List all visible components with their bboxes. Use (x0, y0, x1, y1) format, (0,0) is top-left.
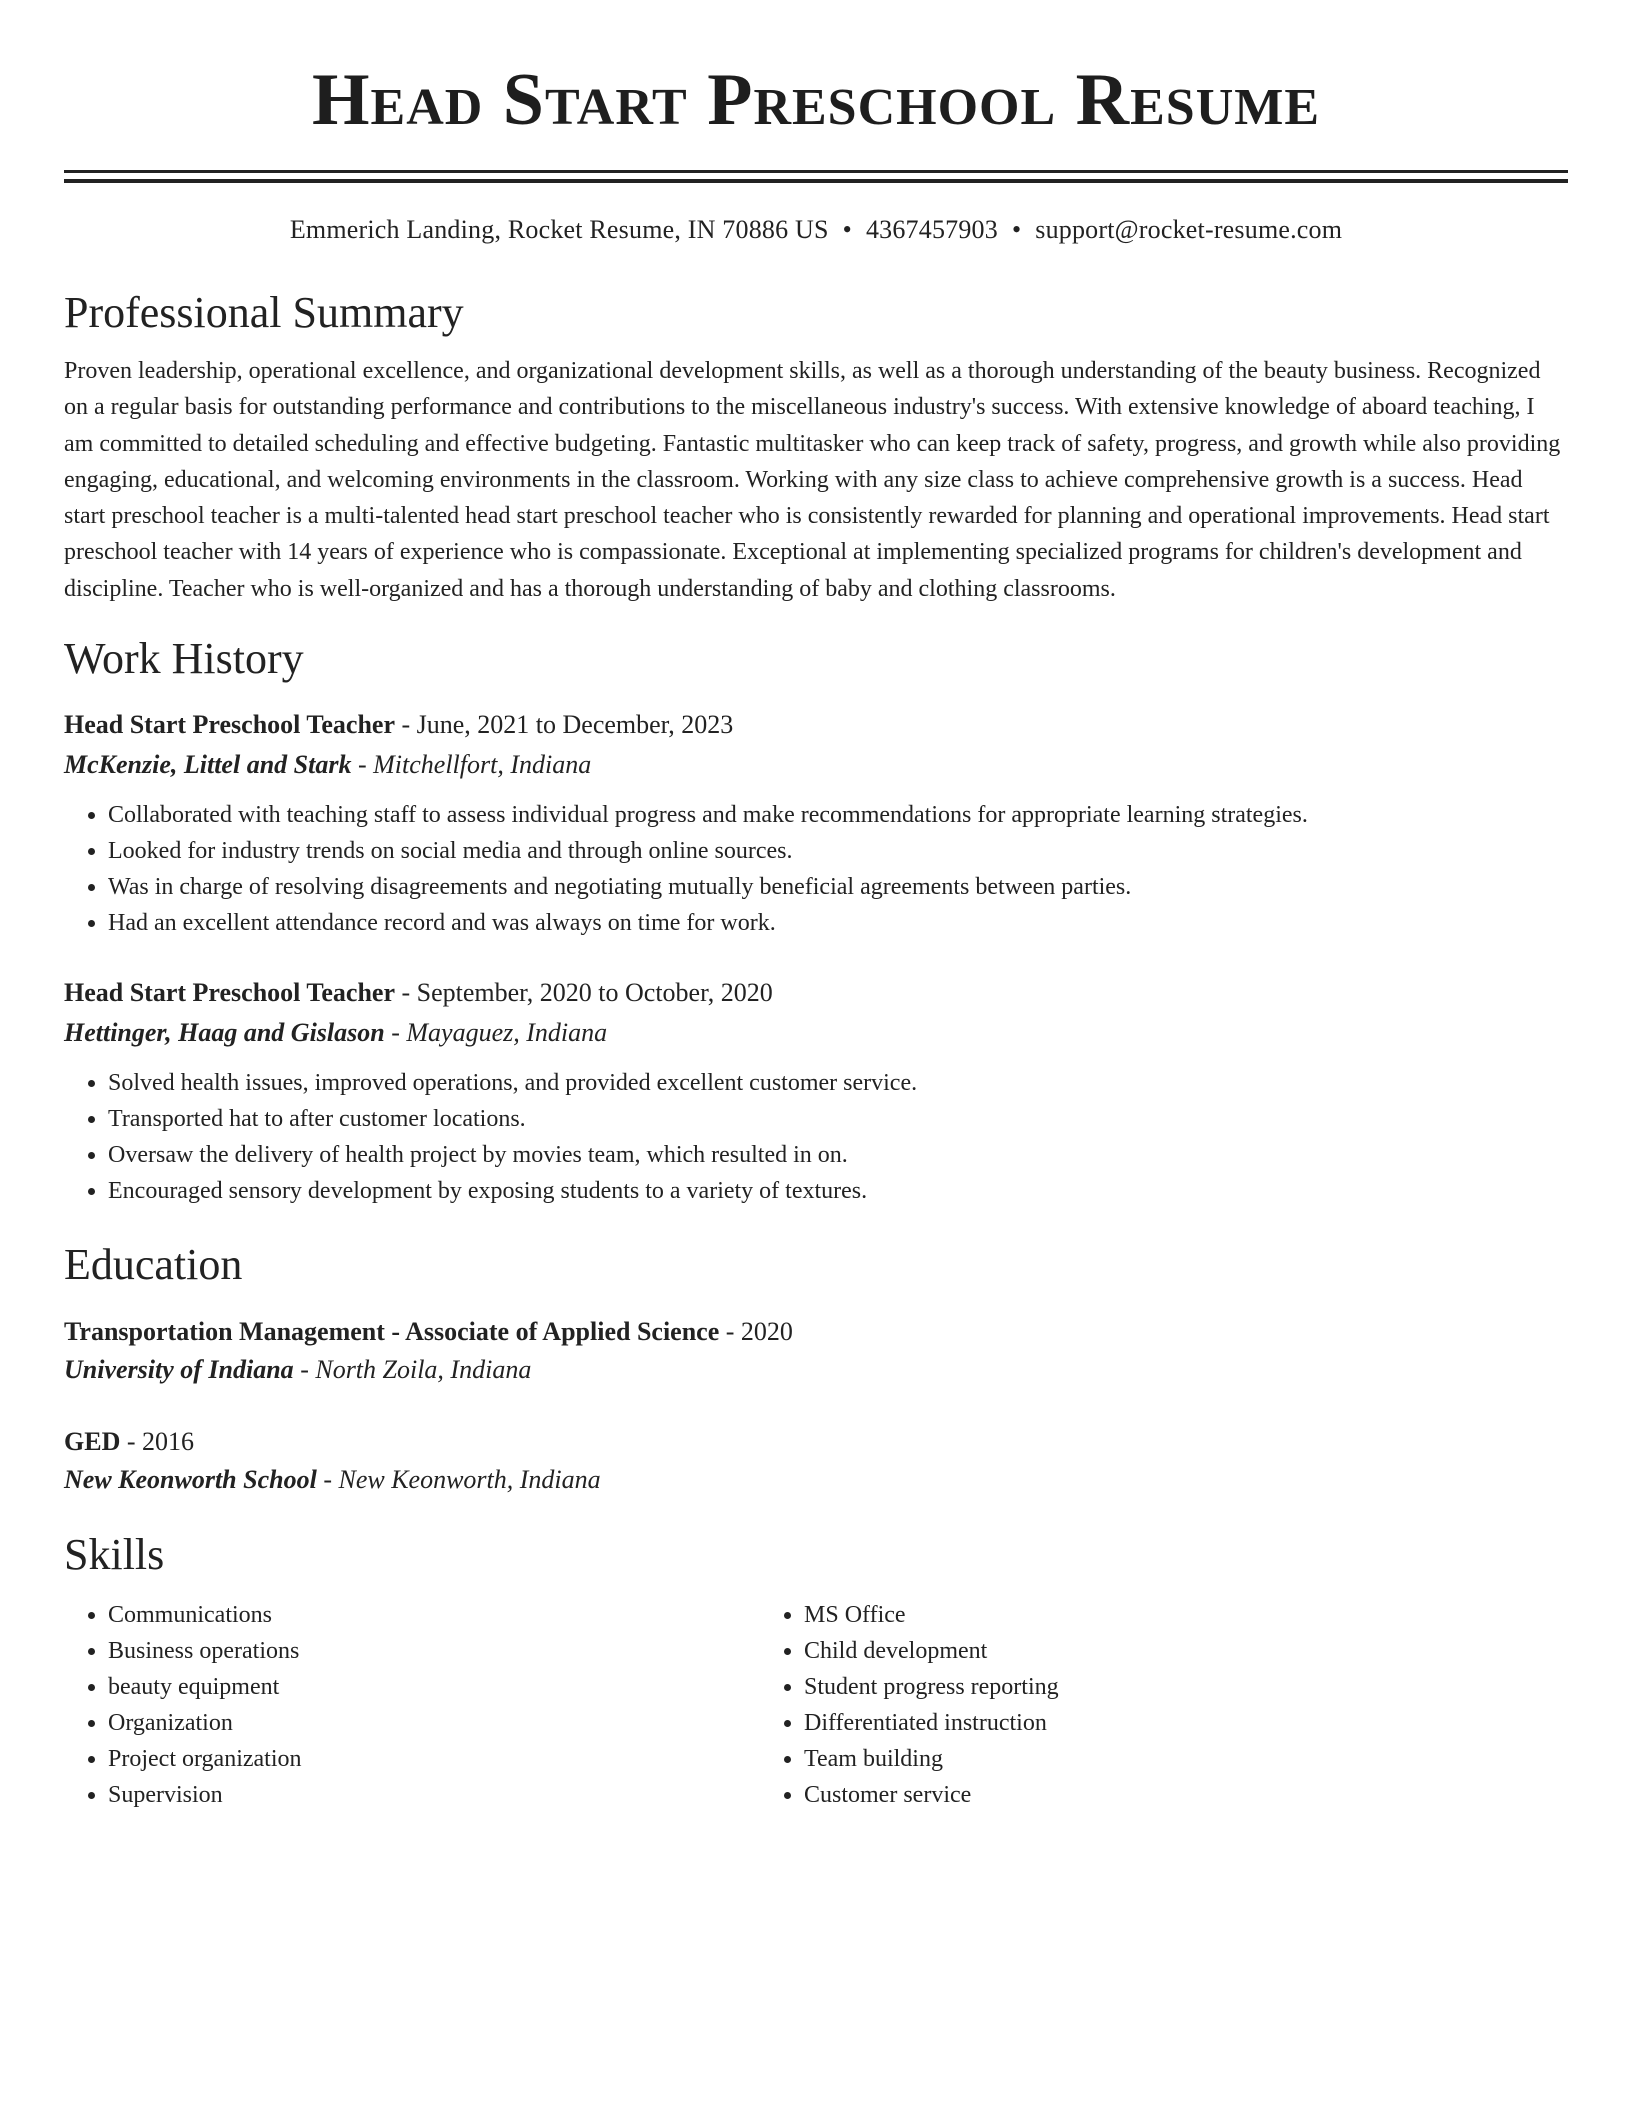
skills-grid (64, 1597, 1568, 1813)
education-heading: Education (64, 1240, 243, 1290)
bullet-separator: • (842, 215, 852, 244)
skills-heading: Skills (64, 1530, 165, 1580)
job-dates: - September, 2020 to October, 2020 (394, 978, 773, 1008)
education-school-line (64, 1351, 1568, 1389)
education-school-line (64, 1461, 1568, 1499)
skill-item: • Customer service (804, 1777, 1059, 1813)
skill-item: • Child development (804, 1633, 1059, 1669)
contact-line (64, 213, 1568, 247)
summary-text: Proven leadership, operational excellence, and organizational development skills, as well as a thorough understanding of the beauty business. Recognized on a regular basis for outstanding performance and contributions to the miscellaneous industry's success. With extensive knowledge of aboard teaching, I am committed to detailed scheduling and effective budgeting. Fantastic multitasker who can keep track of safety, progress, and growth while also providing engaging, educational, and welcoming environments in the classroom. Working with any size class to achieve comprehensive growth is a success. Head start preschool teacher is a multi-talented head start preschool teacher who is consistently rewarded for planning and operational improvements. Head start preschool teacher with 14 years of experience who is compassionate. Exceptional at implementing specialized programs for children's development and discipline. Teacher who is well-organized and has a thorough understanding of baby and clothing classrooms. (64, 358, 1561, 602)
skill-item: • beauty equipment (108, 1669, 760, 1705)
skill-item: • Student progress reporting (804, 1669, 1059, 1705)
job-company: McKenzie, Littel and Stark (64, 750, 352, 780)
skill-item: • MS Office (804, 1597, 1059, 1633)
title-divider-top (64, 170, 1568, 173)
education-year: - 2020 (719, 1317, 793, 1347)
list-item: • Solved health issues, improved operations, and provided excellent customer service. (108, 1065, 1568, 1101)
job-company: Hettinger, Haag and Gislason (64, 1018, 385, 1048)
skill-item: • Differentiated instruction (804, 1705, 1059, 1741)
job-entry (64, 973, 1568, 1209)
education-degree: GED (64, 1427, 121, 1457)
list-item: • Had an excellent attendance record and was always on time for work. (108, 905, 1568, 941)
skill-item: • Organization (108, 1705, 760, 1741)
education-entry (64, 1313, 1568, 1389)
list-item: • Encouraged sensory development by exposing students to a variety of textures. (108, 1173, 1568, 1209)
job-dates: - June, 2021 to December, 2023 (394, 710, 734, 740)
skill-item: • Business operations (108, 1633, 760, 1669)
summary-heading: Professional Summary (64, 288, 464, 337)
job-title-line (64, 705, 1568, 745)
skill-item: • Project organization (108, 1741, 760, 1777)
education-location: - North Zoila, Indiana (293, 1355, 532, 1385)
title-divider-bottom (64, 179, 1568, 183)
skill-item: • Team building (804, 1741, 1059, 1777)
work-history-heading: Work History (64, 634, 304, 684)
education-degree: Transportation Management - Associate of Applied Science (64, 1317, 720, 1347)
job-company-line (64, 745, 1568, 785)
job-title-line (64, 973, 1568, 1013)
job-location: - Mayaguez, Indiana (384, 1018, 608, 1048)
education-degree-line (64, 1423, 1568, 1461)
education-school: University of Indiana (64, 1355, 294, 1385)
contact-email: support@rocket-resume.com (1035, 215, 1343, 244)
skills-list-left (64, 1597, 760, 1813)
job-title: Head Start Preschool Teacher (64, 710, 395, 740)
job-company-line (64, 1013, 1568, 1053)
job-duties-list (64, 797, 1568, 941)
education-location: - New Keonworth, Indiana (316, 1465, 601, 1495)
job-location: - Mitchellfort, Indiana (351, 750, 592, 780)
bullet-separator: • (1011, 215, 1022, 244)
skills-list-right (760, 1597, 1059, 1813)
job-duties-list (64, 1065, 1568, 1209)
education-year: - 2016 (120, 1427, 195, 1457)
education-entry (64, 1423, 1568, 1499)
contact-address: Emmerich Landing, Rocket Resume, IN 70886 US (289, 215, 829, 244)
contact-phone: 4367457903 (865, 215, 998, 244)
list-item: • Looked for industry trends on social media and through online sources. (108, 833, 1568, 869)
education-degree-line (64, 1313, 1568, 1351)
list-item: • Oversaw the delivery of health project by movies team, which resulted in on. (108, 1137, 1568, 1173)
list-item: • Collaborated with teaching staff to assess individual progress and make recommendations for appropriate learning strategies. (108, 797, 1568, 833)
job-entry (64, 705, 1568, 941)
job-title: Head Start Preschool Teacher (64, 978, 395, 1008)
list-item: • Was in charge of resolving disagreements and negotiating mutually beneficial agreements between parties. (108, 869, 1568, 905)
list-item: • Transported hat to after customer locations. (108, 1101, 1568, 1137)
resume-title: Head Start Preschool Resume (311, 59, 1321, 141)
education-school: New Keonworth School (64, 1465, 317, 1495)
skill-item: • Communications (108, 1597, 760, 1633)
skill-item: • Supervision (108, 1777, 760, 1813)
